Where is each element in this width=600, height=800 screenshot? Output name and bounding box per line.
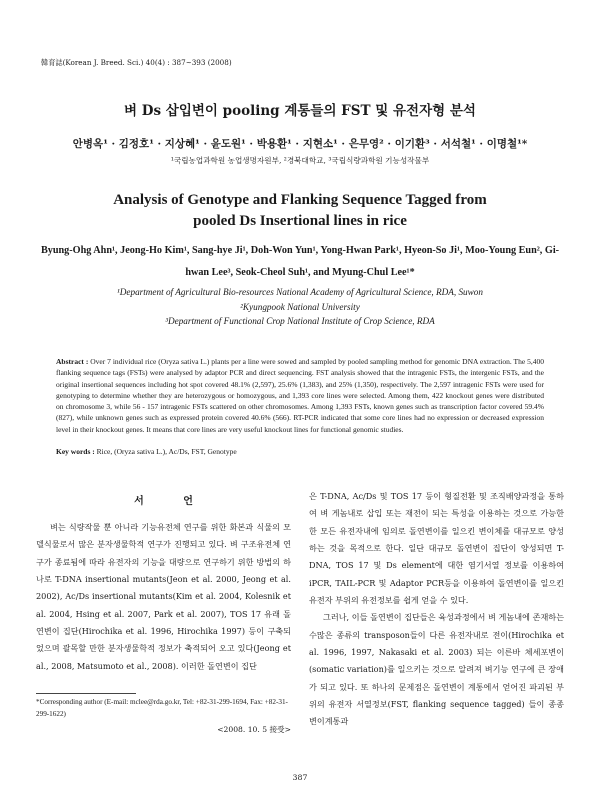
english-affiliations (0, 285, 600, 329)
affiliation-1: ¹Department of Agricultural Bio-resources National Academy of Agricultural Science, RDA, Suwon (117, 287, 483, 297)
english-authors: Byung-Ohg Ahn¹, Jeong-Ho Kim¹, Sang-hye Ji¹, Doh-Won Yun¹, Yong-Hwan Park¹, Hyeon-So Ji¹, Moo-Young Eun², Gi-hwan Lee³, Seok-Cheol Suh¹, and Myung-Chul Lee¹* (40, 245, 560, 278)
affiliation-3: ³Department of Functional Crop National Institute of Crop Science, RDA (165, 316, 435, 326)
abstract (56, 356, 544, 435)
intro-paragraph-3 (309, 609, 564, 730)
section-heading: 서 언 (134, 496, 211, 507)
keywords-label: Key words : (56, 447, 95, 456)
keywords-text: Rice, (Oryza sativa L.), Ac/Ds, FST, Genotype (96, 447, 237, 456)
intro-paragraph-1 (36, 519, 291, 675)
page-number: 387 (292, 773, 308, 782)
korean-title: 벼 Ds 삽입변이 pooling 계통들의 FST 및 유전자형 분석 (124, 103, 476, 119)
abstract-label: Abstract : (56, 357, 89, 366)
intro-paragraph-1-text: 벼는 식량작물 뿐 아니라 기능유전체 연구를 위한 화본과 식물의 모델식물로서 많은 분자생물학적 연구가 진행되고 있다. 벼 구조유전체 연구가 종료됨에 따라 유전자의 기능을 대량으로 연구하기 위한 방법의 하나로 T-DNA insertional mutants(Jeon et al. 2000, Jeong et al. 2002), Ac/Ds insertional mutants(Kim et al. 2004, Kolesnik et al. 2004, Hsing et al. 2007, Park et al. 2007), TOS 17 유래 돌연변이 집단(Hirochika et al. 1996, Hirochika 1997) 등이 구축되었으며 괄목할 만한 분자생물학적 정보가 축적되어 오고 있다(Jeong et al., 2008, Matsumoto et al., 2008). 이러한 돌연변이 집단 (36, 522, 291, 671)
keywords (56, 447, 544, 456)
left-column (36, 492, 291, 675)
intro-paragraph-2: 은 T-DNA, Ac/Ds 및 TOS 17 등이 형질전환 및 조직배양과정을 통하여 벼 게놈내로 삽입 또는 재전이 되는 특성을 이용하는 것으로 가능한 한 모든 유전자내에 임의로 돌연변이를 일으킨 변이체를 대규모로 양성하는 것을 목적으로 한다. 일단 대규모 돌연변이 집단이 양성되면 T-DNA, TOS 17 및 Ds element에 대한 염기서열 정보를 이용하여 iPCR, TAIL-PCR 및 Adaptor PCR등을 이용하여 돌연변이를 일으킨 유전자 부위의 유전정보를 쉽게 얻을 수 있다. (309, 491, 564, 606)
footnote-divider (36, 693, 136, 694)
corresponding-author-footnote: *Corresponding author (E-mail: mclee@rda.go.kr, Tel: +82-31-299-1694, Fax: +82-31-299-1622) (36, 698, 288, 718)
korean-authors: 안병옥¹ · 김정호¹ · 지상혜¹ · 윤도원¹ · 박용환¹ · 지현소¹ · 은무영² · 이기환³ · 서석철¹ · 이명철¹* (72, 138, 528, 150)
affiliation-2: ²Kyungpook National University (240, 301, 360, 312)
right-column (309, 488, 564, 731)
received-date: <2008. 10. 5 接受> (217, 725, 291, 734)
intro-paragraph-3-text: 그러나, 이들 돌연변이 집단들은 육성과정에서 벼 게놈내에 존재하는 수많은 종류의 transposon들이 다른 유전자내로 전이(Hirochika et al. 1996, 1997, Nakasaki et al. 2003) 되는 이른바 체세포변이(somatic variation)를 일으키는 것으로 알려져 벼기능 연구에 큰 장애가 되고 있다. 또 하나의 문제점은 돌연변이 계통에서 얻어진 파괴된 부위의 유전자 서열정보(FST, flanking sequence tagged) 들이 종종 변이계통과 (309, 612, 564, 727)
abstract-text: Over 7 individual rice (Oryza sativa L.) plants per a line were sowed and sampled by pooled sampling method for genomic DNA extraction. The 5,400 flanking sequence tags (FSTs) were analysed by adaptor PCR and direct sequencing. FST analysis showed that the intragenic FSTs, the intergenic FSTs, and the original insertional sequences including hot spot covered 48.1% (2,597), 25.6% (1,383), and 25% (1,350), respectively. The 2,597 intragenic FSTs were used for genotyping to determine whether they are heterozygous or homozygous, and 1,393 core lines were selected. Among them, 422 knockout genes were distributed on chromosome 3, while 56 - 157 intragenic FSTs scattered on other chromosomes. Among 1,393 FSTs, known genes such as transcription factor covered 59.4% (827), while unknown genes such as expressed protein covered 40.6% (566). RT-PCR indicated that some core lines had no expression or decreased expression level in their knockout genes. It means that core lines are very useful knockout lines for functional genomic studies. (56, 357, 544, 434)
english-title-line-1: Analysis of Genotype and Flanking Sequence Tagged from (113, 192, 487, 208)
english-title-line-2: pooled Ds Insertional lines in rice (193, 213, 407, 229)
korean-affiliations: ¹국립농업과학원 농업생명자원부, ²경북대학교, ³국립식량과학원 기능성작물부 (170, 156, 430, 165)
journal-header: 韓育誌(Korean J. Breed. Sci.) 40(4) : 387~393 (2008) (41, 58, 232, 67)
english-title (0, 190, 600, 232)
